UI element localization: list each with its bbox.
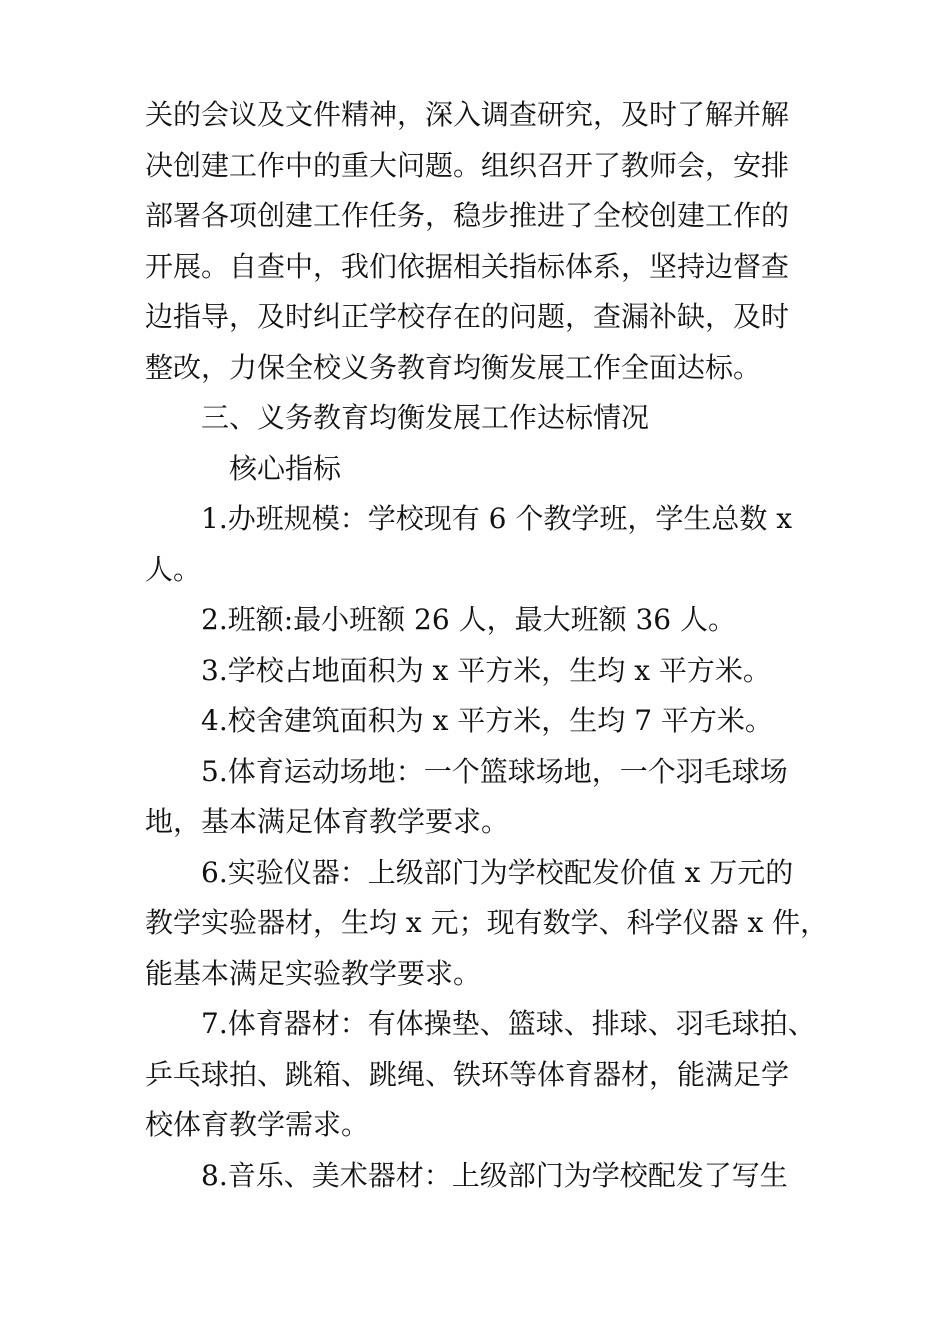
text-line: 校体育教学需求。 <box>145 1108 370 1141</box>
list-item: 4.校舍建筑面积为 x 平方米，生均 7 平方米。 <box>201 704 773 737</box>
text-line: 整改，力保全校义务教育均衡发展工作全面达标。 <box>145 350 762 384</box>
list-item: 1.办班规模：学校现有 6 个教学班，学生总数 x <box>201 502 793 535</box>
text-line: 部署各项创建工作任务，稳步推进了全校创建工作的 <box>145 199 790 232</box>
text-line: 决创建工作中的重大问题。组织召开了教师会，安排 <box>145 148 790 182</box>
text-line: 乒乓球拍、跳箱、跳绳、铁环等体育器材，能满足学 <box>145 1057 790 1091</box>
text-line: 教学实验器材，生均 x 元；现有数学、科学仪器 x 件， <box>145 906 829 939</box>
body-text <box>145 90 835 1201</box>
list-item: 3.学校占地面积为 x 平方米，生均 x 平方米。 <box>201 653 771 687</box>
text-line: 人。 <box>145 552 202 586</box>
text-line: 关的会议及文件精神，深入调查研究，及时了解并解 <box>145 98 790 131</box>
list-item: 8.音乐、美术器材：上级部门为学校配发了写生 <box>201 1158 788 1192</box>
list-item: 5.体育运动场地：一个篮球场地，一个羽毛球场 <box>201 754 788 788</box>
section-heading: 三、义务教育均衡发展工作达标情况 <box>201 401 650 434</box>
list-item: 7.体育器材：有体操垫、篮球、排球、羽毛球拍、 <box>201 1007 816 1040</box>
text-line: 能基本满足实验教学要求。 <box>145 956 482 990</box>
text-line: 边指导，及时纠正学校存在的问题，查漏补缺，及时 <box>145 300 790 333</box>
subsection-heading: 核心指标 <box>229 451 342 485</box>
text-line: 地，基本满足体育教学要求。 <box>145 805 510 838</box>
text-line: 开展。自查中，我们依据相关指标体系，坚持边督查 <box>145 249 790 283</box>
list-item: 6.实验仪器：上级部门为学校配发价值 x 万元的 <box>201 855 794 889</box>
list-item: 2.班额:最小班额 26 人，最大班额 36 人。 <box>201 603 737 636</box>
